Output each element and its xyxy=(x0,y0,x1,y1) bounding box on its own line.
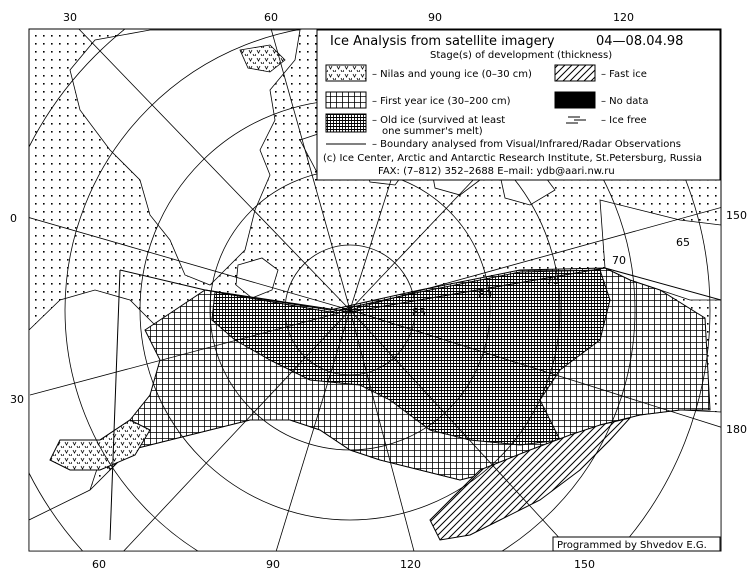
legend-fast: – Fast ice xyxy=(601,69,647,80)
lat-label-75: 75 xyxy=(546,274,560,287)
lon-label-right-180: 180 xyxy=(726,423,747,436)
lat-label-65: 65 xyxy=(676,236,690,249)
lat-label-70: 70 xyxy=(612,254,626,267)
credits-line1: (c) Ice Center, Arctic and Antarctic Research Institute, St.Petersburg, Russia xyxy=(323,153,702,164)
legend-no-data: – No data xyxy=(601,96,649,107)
lon-label-top-90: 90 xyxy=(428,11,442,24)
legend-box xyxy=(317,30,720,180)
lat-label-85: 85 xyxy=(412,306,426,319)
legend-date: 04—08.04.98 xyxy=(596,34,684,49)
lon-label-bottom-150: 150 xyxy=(574,558,595,571)
swatch-first-year xyxy=(326,92,366,108)
legend-old-line2: one summer's melt) xyxy=(382,126,483,137)
legend-ice-free: – Ice free xyxy=(601,115,647,126)
legend-first-year: – First year ice (30–200 cm) xyxy=(372,96,511,107)
credits-line2: FAX: (7–812) 352–2688 E–mail: ydb@aari.nw.ru xyxy=(378,166,615,177)
swatch-old-ice xyxy=(326,114,366,132)
lon-label-top-60: 60 xyxy=(264,11,278,24)
legend-title: Ice Analysis from satellite imagery xyxy=(330,34,555,49)
lon-label-bottom-90: 90 xyxy=(266,558,280,571)
swatch-nilas xyxy=(326,65,366,81)
lon-label-left-0: 0 xyxy=(10,212,17,225)
lon-label-right-150: 150 xyxy=(726,209,747,222)
legend-subtitle: Stage(s) of development (thickness) xyxy=(430,50,613,61)
lon-label-left-30: 30 xyxy=(10,393,24,406)
lat-label-80: 80 xyxy=(478,288,492,301)
legend-boundary: – Boundary analysed from Visual/Infrared/Radar Observations xyxy=(372,139,681,150)
lon-label-bottom-120: 120 xyxy=(400,558,421,571)
legend-nilas: – Nilas and young ice (0–30 cm) xyxy=(372,69,532,80)
lon-label-bottom-60: 60 xyxy=(92,558,106,571)
swatch-no-data xyxy=(555,92,595,108)
programmed-by: Programmed by Shvedov E.G. xyxy=(557,540,707,551)
swatch-fast xyxy=(555,65,595,81)
legend-old-line1: – Old ice (survived at least xyxy=(372,115,506,126)
lon-label-top-120: 120 xyxy=(613,11,634,24)
lon-label-top-30: 30 xyxy=(63,11,77,24)
